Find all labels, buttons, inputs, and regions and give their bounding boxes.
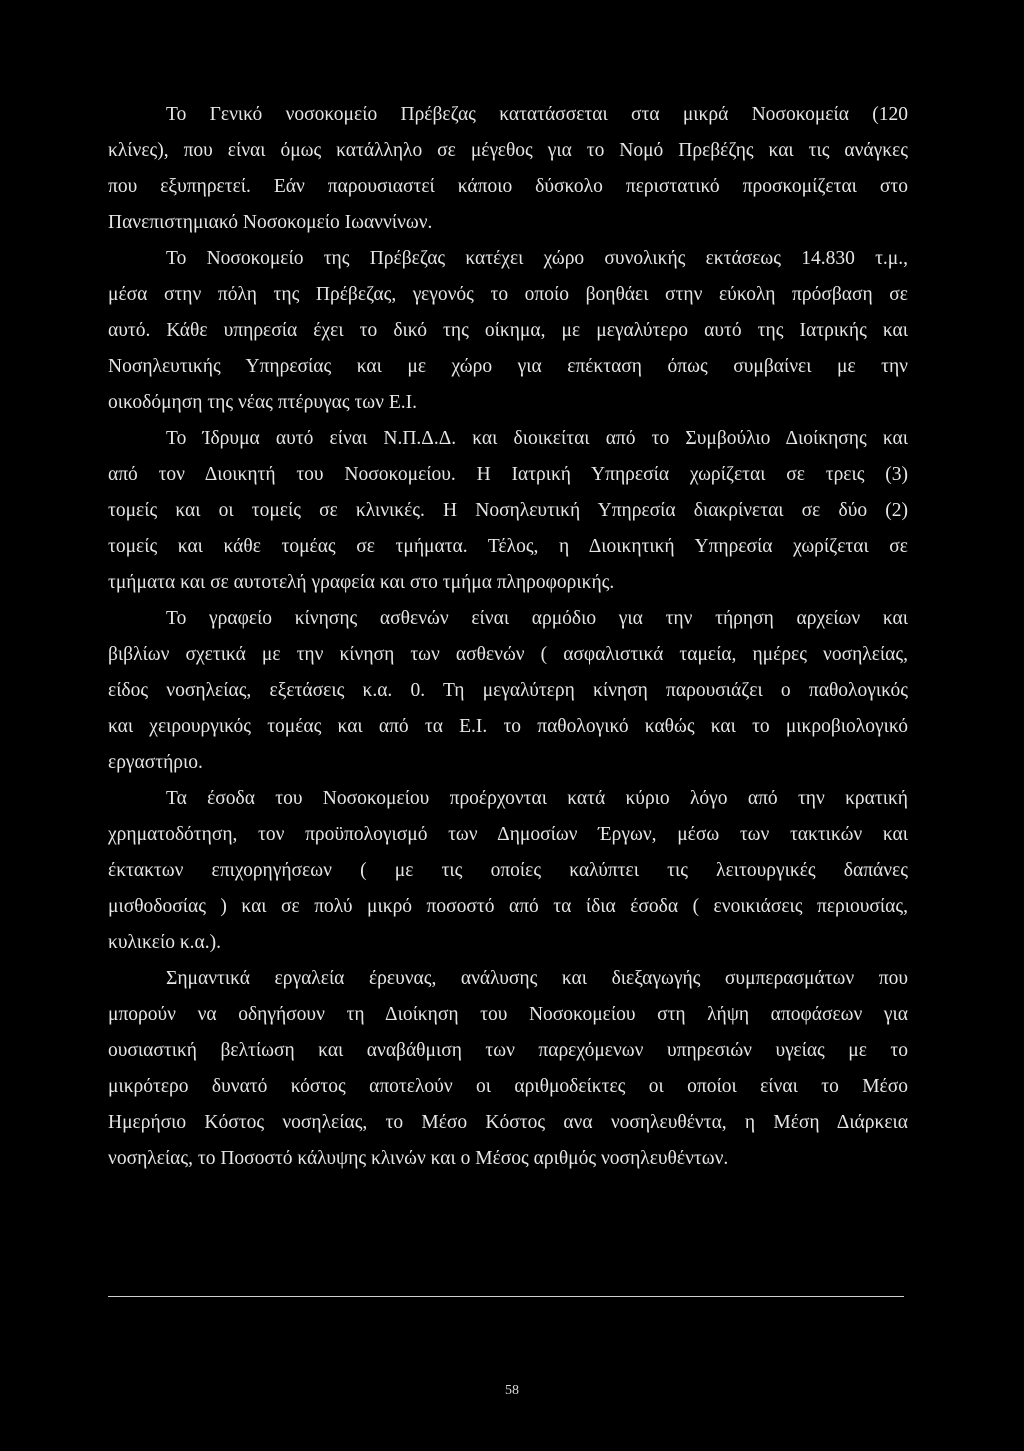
page-number: 58 — [505, 1383, 519, 1398]
text-line: οικοδόμηση της νέας πτέρυγας των Ε.Ι. — [108, 392, 417, 413]
text-line: Το Νοσοκομείο της Πρέβεζας κατέχει χώρο συνολικής εκτάσεως 14.830 τ.μ., — [166, 248, 908, 269]
paragraph-3 — [108, 421, 908, 601]
text-line: κλίνες), που είναι όμως κατάλληλο σε μέγεθος για το Νομό Πρεβέζης και τις ανάγκες — [108, 140, 908, 161]
text-line: τομείς και κάθε τομέας σε τμήματα. Τέλος, η Διοικητική Υπηρεσία χωρίζεται σε — [108, 536, 908, 557]
text-line: τομείς και οι τομείς σε κλινικές. Η Νοσηλευτική Υπηρεσία διακρίνεται σε δύο (2) — [108, 500, 908, 521]
text-line: Σημαντικά εργαλεία έρευνας, ανάλυσης και διεξαγωγής συμπερασμάτων που — [166, 968, 908, 989]
text-line: και χειρουργικός τομέας και από τα Ε.Ι. το παθολογικό καθώς και το μικροβιολογικό — [108, 716, 908, 737]
text-line: που εξυπηρετεί. Εάν παρουσιαστεί κάποιο δύσκολο περιστατικό προσκομίζεται στο — [108, 176, 908, 197]
text-line: Πανεπιστημιακό Νοσοκομείο Ιωαννίνων. — [108, 212, 433, 233]
text-line: βιβλίων σχετικά με την κίνηση των ασθενών ( ασφαλιστικά ταμεία, ημέρες νοσηλείας, — [108, 644, 908, 665]
text-line: Ημερήσιο Κόστος νοσηλείας, το Μέσο Κόστος ανα νοσηλευθέντα, η Μέση Διάρκεια — [108, 1112, 908, 1133]
text-line: Το γραφείο κίνησης ασθενών είναι αρμόδιο για την τήρηση αρχείων και — [166, 608, 908, 629]
text-line: μπορούν να οδηγήσουν τη Διοίκηση του Νοσοκομείου στη λήψη αποφάσεων για — [108, 1004, 908, 1025]
text-line: μισθοδοσίας ) και σε πολύ μικρό ποσοστό από τα ίδια έσοδα ( ενοικιάσεις περιουσίας, — [108, 896, 908, 917]
text-line: Το Γενικό νοσοκομείο Πρέβεζας κατατάσσεται στα μικρά Νοσοκομεία (120 — [166, 104, 908, 125]
text-line: μικρότερο δυνατό κόστος αποτελούν οι αριθμοδείκτες οι οποίοι είναι το Μέσο — [108, 1076, 908, 1097]
paragraph-4 — [108, 601, 908, 781]
text-line: από τον Διοικητή του Νοσοκομείου. Η Ιατρική Υπηρεσία χωρίζεται σε τρεις (3) — [108, 464, 908, 485]
paragraph-1 — [108, 97, 908, 241]
paragraph-6 — [108, 961, 908, 1177]
text-line: μέσα στην πόλη της Πρέβεζας, γεγονός το οποίο βοηθάει στην εύκολη πρόσβαση σε — [108, 284, 908, 305]
text-line: είδος νοσηλείας, εξετάσεις κ.α. 0. Τη μεγαλύτερη κίνηση παρουσιάζει ο παθολογικός — [108, 680, 908, 701]
text-line: αυτό. Κάθε υπηρεσία έχει το δικό της οίκημα, με μεγαλύτερο αυτό της Ιατρικής και — [108, 320, 908, 341]
text-line: ουσιαστική βελτίωση και αναβάθμιση των παρεχόμενων υπηρεσιών υγείας με το — [108, 1040, 908, 1061]
text-line: κυλικείο κ.α.). — [108, 932, 221, 953]
text-line: εργαστήριο. — [108, 752, 203, 773]
text-line: νοσηλείας, το Ποσοστό κάλυψης κλινών και ο Μέσος αριθμός νοσηλευθέντων. — [108, 1148, 729, 1169]
text-line: Το Ίδρυμα αυτό είναι Ν.Π.Δ.Δ. και διοικείται από το Συμβούλιο Διοίκησης και — [166, 428, 908, 449]
footer-divider — [108, 1296, 904, 1297]
text-line: Νοσηλευτικής Υπηρεσίας και με χώρο για επέκταση όπως συμβαίνει με την — [108, 356, 908, 377]
body-text — [108, 97, 908, 1177]
text-line: τμήματα και σε αυτοτελή γραφεία και στο τμήμα πληροφορικής. — [108, 572, 615, 593]
text-line: έκτακτων επιχορηγήσεων ( με τις οποίες καλύπτει τις λειτουργικές δαπάνες — [108, 860, 908, 881]
paragraph-2 — [108, 241, 908, 421]
paragraph-5 — [108, 781, 908, 961]
text-line: Τα έσοδα του Νοσοκομείου προέρχονται κατά κύριο λόγο από την κρατική — [166, 788, 908, 809]
text-line: χρηματοδότηση, τον προϋπολογισμό των Δημοσίων Έργων, μέσω των τακτικών και — [108, 824, 908, 845]
